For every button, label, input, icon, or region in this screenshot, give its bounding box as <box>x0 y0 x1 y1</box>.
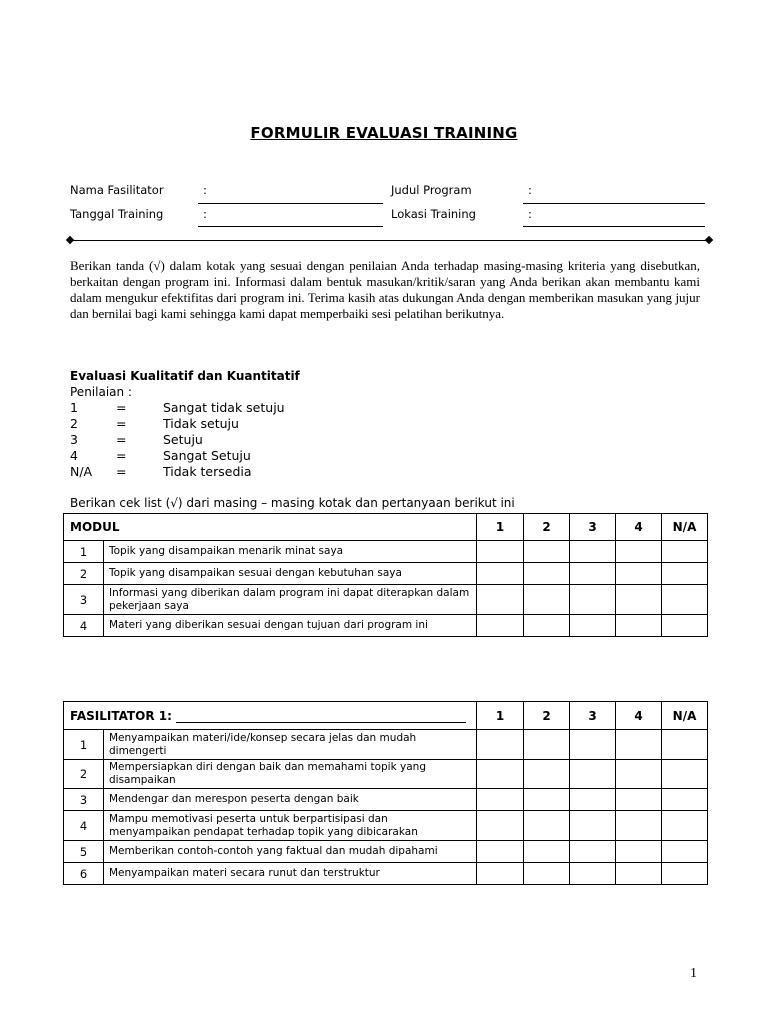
rating-header: 4 <box>616 514 662 541</box>
rating-checkbox[interactable] <box>477 615 524 637</box>
rating-checkbox[interactable] <box>570 841 616 863</box>
rating-checkbox[interactable] <box>662 863 708 885</box>
colon-tanggal-training: : <box>203 207 207 221</box>
scale-eq: = <box>116 448 127 463</box>
section-divider <box>70 240 710 241</box>
rating-checkbox[interactable] <box>570 863 616 885</box>
rating-header: 1 <box>477 702 524 730</box>
modul-table <box>63 513 708 637</box>
lokasi-training-field[interactable] <box>523 226 705 227</box>
rating-checkbox[interactable] <box>524 615 570 637</box>
question-text: Menyampaikan materi/ide/konsep secara jelas dan mudah dimengerti <box>104 730 477 760</box>
question-text: Menyampaikan materi secara runut dan terstruktur <box>104 863 477 885</box>
label-lokasi-training: Lokasi Training <box>391 207 476 221</box>
scale-desc: Tidak setuju <box>163 416 239 431</box>
rating-checkbox[interactable] <box>662 541 708 563</box>
rating-checkbox[interactable] <box>570 563 616 585</box>
rating-checkbox[interactable] <box>616 585 662 615</box>
question-text: Mendengar dan merespon peserta dengan baik <box>104 789 477 811</box>
rating-checkbox[interactable] <box>616 541 662 563</box>
rating-checkbox[interactable] <box>662 615 708 637</box>
label-tanggal-training: Tanggal Training <box>70 207 164 221</box>
rating-checkbox[interactable] <box>524 811 570 841</box>
scale-key: N/A <box>70 464 93 479</box>
question-text: Materi yang diberikan sesuai dengan tujuan dari program ini <box>104 615 477 637</box>
rating-checkbox[interactable] <box>570 615 616 637</box>
scale-eq: = <box>116 416 127 431</box>
question-text: Memberikan contoh-contoh yang faktual dan mudah dipahami <box>104 841 477 863</box>
label-judul-program: Judul Program <box>391 183 472 197</box>
question-text: Topik yang disampaikan menarik minat saya <box>104 541 477 563</box>
rating-checkbox[interactable] <box>477 563 524 585</box>
colon-lokasi-training: : <box>528 207 532 221</box>
divider-diamond-right <box>705 236 713 244</box>
row-number: 5 <box>64 841 104 863</box>
rating-checkbox[interactable] <box>662 585 708 615</box>
nama-fasilitator-field[interactable] <box>198 203 383 204</box>
rating-checkbox[interactable] <box>570 789 616 811</box>
scale-key: 1 <box>70 400 78 415</box>
tanggal-training-field[interactable] <box>198 226 383 227</box>
rating-checkbox[interactable] <box>662 730 708 760</box>
rating-checkbox[interactable] <box>616 760 662 789</box>
scale-key: 3 <box>70 432 78 447</box>
page-number: 1 <box>690 966 697 981</box>
question-text: Mempersiapkan diri dengan baik dan memahami topik yang disampaikan <box>104 760 477 789</box>
rating-checkbox[interactable] <box>616 615 662 637</box>
row-number: 1 <box>64 541 104 563</box>
rating-checkbox[interactable] <box>524 789 570 811</box>
section-heading: Evaluasi Kualitatif dan Kuantitatif <box>70 369 300 383</box>
rating-checkbox[interactable] <box>616 789 662 811</box>
rating-checkbox[interactable] <box>524 541 570 563</box>
rating-checkbox[interactable] <box>477 730 524 760</box>
rating-checkbox[interactable] <box>524 760 570 789</box>
row-number: 6 <box>64 863 104 885</box>
question-text: Mampu memotivasi peserta untuk berpartisipasi dan menyampaikan pendapat terhadap topik yang dibicarakan <box>104 811 477 841</box>
scale-eq: = <box>116 432 127 447</box>
fasilitator-header-cell <box>64 702 477 730</box>
modul-header: MODUL <box>64 514 477 541</box>
rating-checkbox[interactable] <box>570 541 616 563</box>
table-row <box>64 789 708 811</box>
scale-desc: Setuju <box>163 432 203 447</box>
table-row <box>64 863 708 885</box>
rating-checkbox[interactable] <box>524 730 570 760</box>
rating-checkbox[interactable] <box>662 789 708 811</box>
rating-checkbox[interactable] <box>524 563 570 585</box>
row-number: 3 <box>64 585 104 615</box>
penilaian-label: Penilaian : <box>70 385 132 399</box>
rating-checkbox[interactable] <box>570 760 616 789</box>
rating-checkbox[interactable] <box>477 863 524 885</box>
rating-header: 1 <box>477 514 524 541</box>
scale-eq: = <box>116 464 127 479</box>
table-row <box>64 811 708 841</box>
rating-checkbox[interactable] <box>616 563 662 585</box>
divider-diamond-left <box>66 236 74 244</box>
checklist-instruction: Berikan cek list (√) dari masing – masing kotak dan pertanyaan berikut ini <box>70 496 515 510</box>
fasilitator-header: FASILITATOR 1: <box>70 708 172 723</box>
row-number: 4 <box>64 615 104 637</box>
rating-header: 3 <box>570 514 616 541</box>
scale-key: 2 <box>70 416 78 431</box>
modul-header-row <box>64 514 708 541</box>
rating-checkbox[interactable] <box>616 811 662 841</box>
rating-checkbox[interactable] <box>524 841 570 863</box>
table-row <box>64 730 708 760</box>
rating-checkbox[interactable] <box>616 863 662 885</box>
scale-desc: Sangat Setuju <box>163 448 251 463</box>
row-number: 4 <box>64 811 104 841</box>
rating-checkbox[interactable] <box>477 841 524 863</box>
rating-checkbox[interactable] <box>616 841 662 863</box>
judul-program-field[interactable] <box>523 203 705 204</box>
rating-header: 3 <box>570 702 616 730</box>
fasilitator-name-field[interactable] <box>176 710 466 723</box>
rating-header: 2 <box>524 514 570 541</box>
rating-header: N/A <box>662 702 708 730</box>
rating-checkbox[interactable] <box>477 789 524 811</box>
question-text: Informasi yang diberikan dalam program ini dapat diterapkan dalam pekerjaan saya <box>104 585 477 615</box>
rating-checkbox[interactable] <box>477 585 524 615</box>
table-row <box>64 615 708 637</box>
rating-header: 2 <box>524 702 570 730</box>
rating-checkbox[interactable] <box>662 811 708 841</box>
colon-judul-program: : <box>528 183 532 197</box>
rating-checkbox[interactable] <box>570 585 616 615</box>
rating-checkbox[interactable] <box>662 563 708 585</box>
rating-checkbox[interactable] <box>477 811 524 841</box>
scale-desc: Sangat tidak setuju <box>163 400 285 415</box>
rating-header: N/A <box>662 514 708 541</box>
scale-key: 4 <box>70 448 78 463</box>
scale-eq: = <box>116 400 127 415</box>
fasilitator-header-row <box>64 702 708 730</box>
row-number: 2 <box>64 563 104 585</box>
row-number: 2 <box>64 760 104 789</box>
rating-checkbox[interactable] <box>570 811 616 841</box>
rating-checkbox[interactable] <box>570 730 616 760</box>
intro-paragraph: Berikan tanda (√) dalam kotak yang sesuai dengan penilaian Anda terhadap masing-masing kriteria yang disebutkan, berkaitan dengan program ini. Informasi dalam bentuk masukan/kritik/saran yang Anda berikan akan membantu kami dalam mengukur efektifitas dari program ini. Terima kasih atas dukungan Anda dengan memberikan masukan yang jujur dan bernilai bagi kami sehingga kami dapat memperbaiki sesi pelatihan berikutnya. <box>70 258 700 321</box>
rating-checkbox[interactable] <box>524 863 570 885</box>
rating-checkbox[interactable] <box>477 541 524 563</box>
rating-checkbox[interactable] <box>616 730 662 760</box>
rating-checkbox[interactable] <box>524 585 570 615</box>
question-text: Topik yang disampaikan sesuai dengan kebutuhan saya <box>104 563 477 585</box>
table-row <box>64 841 708 863</box>
table-row <box>64 563 708 585</box>
row-number: 3 <box>64 789 104 811</box>
rating-checkbox[interactable] <box>662 841 708 863</box>
label-nama-fasilitator: Nama Fasilitator <box>70 183 164 197</box>
fasilitator-table <box>63 701 708 885</box>
table-row <box>64 585 708 615</box>
row-number: 1 <box>64 730 104 760</box>
rating-checkbox[interactable] <box>662 760 708 789</box>
rating-checkbox[interactable] <box>477 760 524 789</box>
rating-header: 4 <box>616 702 662 730</box>
colon-nama-fasilitator: : <box>203 183 207 197</box>
table-row <box>64 541 708 563</box>
form-title: FORMULIR EVALUASI TRAINING <box>250 124 518 142</box>
scale-desc: Tidak tersedia <box>163 464 252 479</box>
table-row <box>64 760 708 789</box>
